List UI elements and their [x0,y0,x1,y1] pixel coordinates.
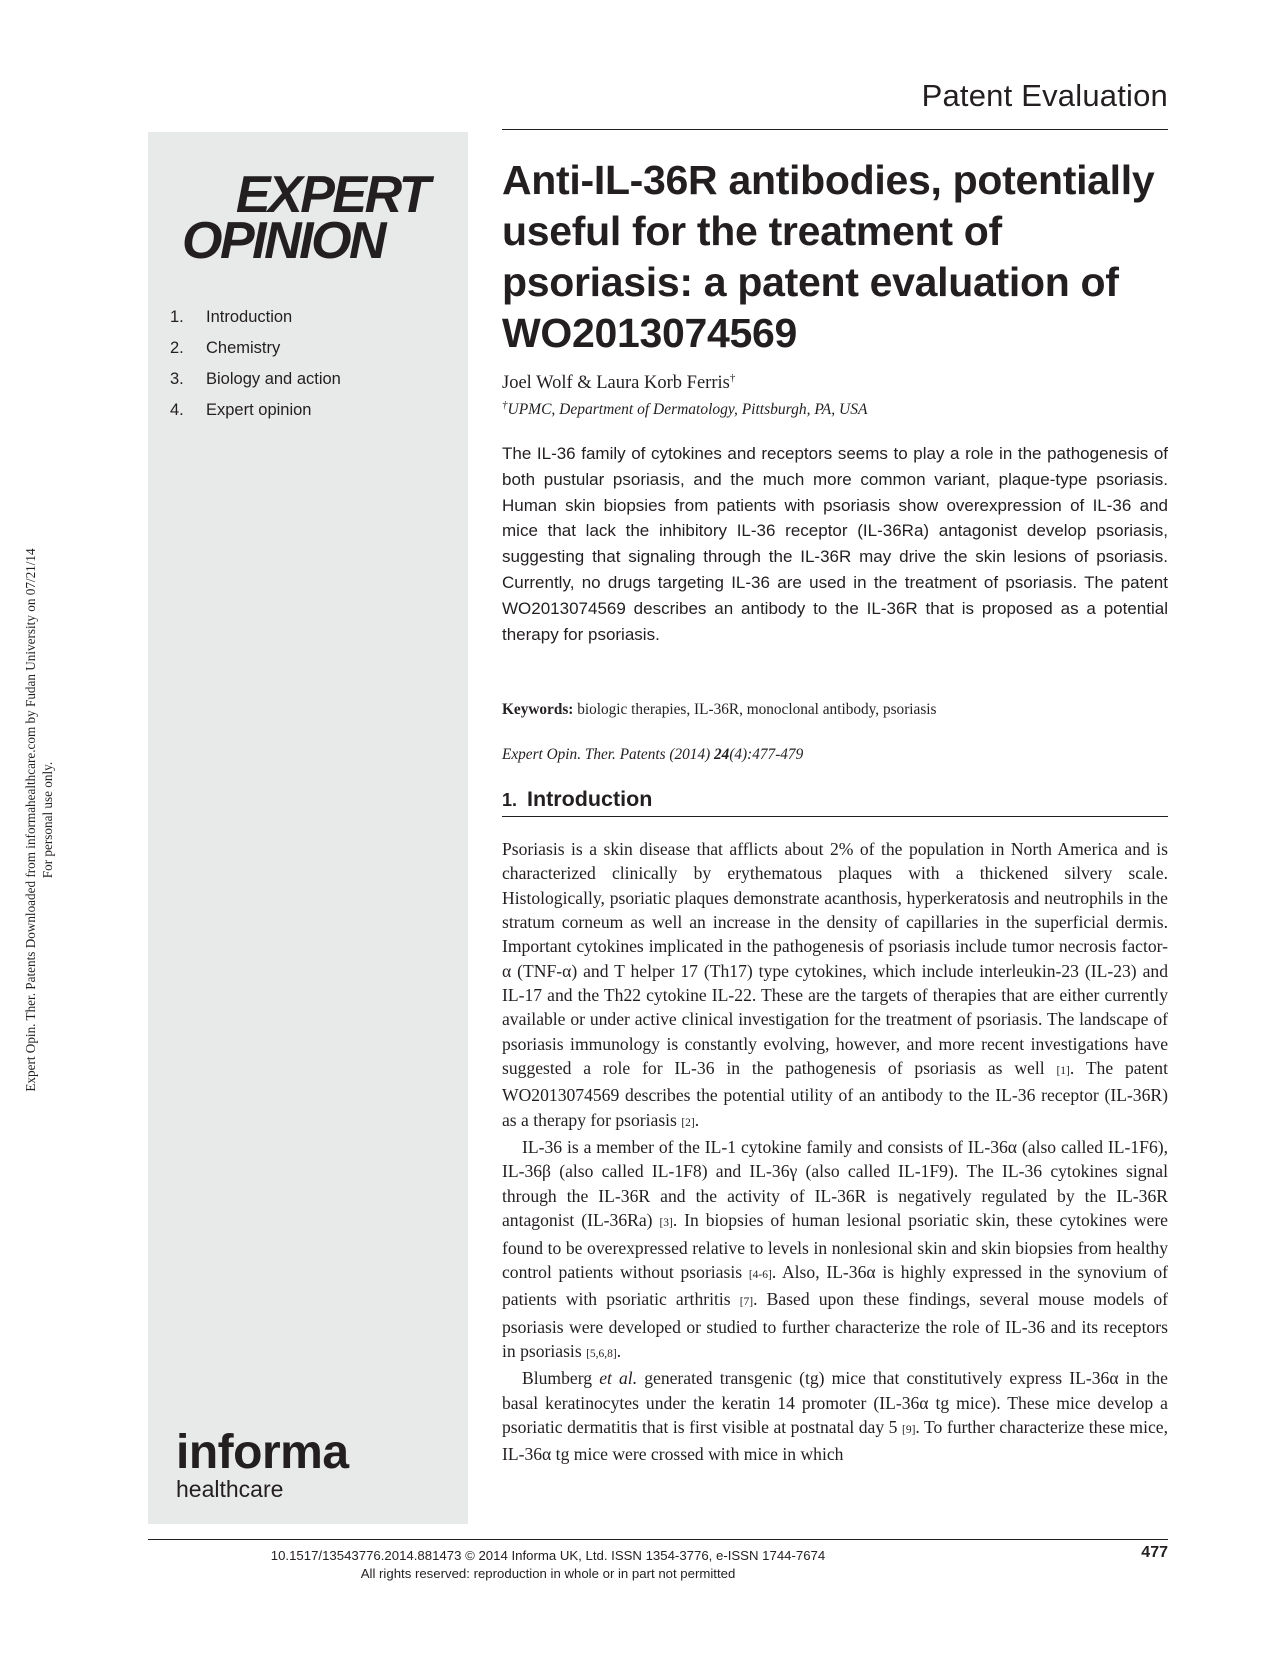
footer-rights-line: All rights reserved: reproduction in whole or in part not permitted [360,1566,736,1581]
body-paragraph-2 [502,1135,1168,1366]
reference-link[interactable]: [4-6] [748,1268,772,1281]
affiliation-text: UPMC, Department of Dermatology, Pittsburgh, PA, USA [507,401,868,418]
paragraph-text: Blumberg [522,1368,600,1389]
watermark-line-2: For personal use only. [40,761,55,879]
author-line [502,372,1168,394]
publisher-logo [176,1426,349,1502]
toc-item-number: 1. [170,308,184,326]
journal-citation [502,745,1168,765]
toc-item-number: 3. [170,370,184,388]
section-title: Introduction [527,787,653,811]
author-names: Joel Wolf & Laura Korb Ferris [502,373,730,393]
paragraph-text: . [694,1109,700,1130]
header-divider [502,129,1168,130]
article-title: Anti-IL-36R antibodies, potentially useful for the treatment of psoriasis: a patent evaluation of WO2013074569 [502,157,1155,356]
toc-item-label: Expert opinion [206,401,312,419]
affiliation-mark: † [502,398,508,411]
reference-link[interactable]: [2] [681,1116,695,1129]
section-type-label: Patent Evaluation [921,78,1168,113]
paragraph-text: . Also, IL-36α is highly expressed in the synovium of patients with psoriatic arthritis [502,1261,1168,1310]
paragraph-text: Psoriasis is a skin disease that afflicts about 2% of the population in North America and is characterized clinically by erythematous plaques with a thickened silvery scale. Histologically, psoriatic plaques demonstrate acanthosis, hyperkeratosis and neutrophils in the stratum corneum as well an increase in the density of capillaries in the superficial dermis. Important cytokines implicated in the pathogenesis of psoriasis include tumor necrosis factor-α (TNF-α) and T helper 17 (Th17) type cytokines, which include interleukin-23 (IL-23) and IL-17 and the Th22 cytokine IL-22. These are the targets of therapies that are either currently available or under active clinical investigation for the treatment of psoriasis. The landscape of psoriasis immunology is constantly evolving, however, and more recent investigations have suggested a role for IL-36 in the pathogenesis of psoriasis as well [502,839,1168,1079]
journal-logo [178,166,428,270]
citation-journal: Expert Opin. Ther. Patents (2014) [502,746,715,763]
paragraph-text: IL-36 is a member of the IL-1 cytokine family and consists of IL-36α (also called IL-1F6), IL-36β (also called IL-1F8) and IL-36γ (also called IL-1F9). The IL-36 cytokines signal through the IL-36R and the activity of IL-36R is negatively regulated by the IL-36R antagonist (IL-36Ra) [502,1137,1169,1231]
journal-logo-line-2: OPINION [182,212,385,270]
table-of-contents [170,302,341,426]
keywords-label: Keywords: [502,701,574,718]
paragraph-text: . In biopsies of human lesional psoriatic skin, these cytokines were found to be overexpressed relative to levels in nonlesional skin and skin biopsies from healthy control patients without psoriasis [502,1210,1168,1282]
reference-link[interactable]: [7] [739,1296,754,1309]
paragraph-text-italic: et al. [599,1368,638,1389]
publisher-logo-subtitle: healthcare [176,1476,284,1502]
reference-link[interactable]: [1] [1056,1065,1070,1078]
citation-pages: (4):477-479 [729,746,804,763]
publisher-logo-name: informa [176,1426,349,1479]
toc-item-chemistry[interactable] [170,333,341,364]
keywords-line [502,700,1168,720]
toc-item-biology-and-action[interactable] [170,364,341,395]
paragraph-text: generated transgenic (tg) mice that constitutively express IL-36α in the basal keratinocytes under the keratin 14 promoter (IL-36α tg mice). These mice develop a psoriatic dermatitis that is first visible at postnatal day 5 [502,1368,1168,1437]
toc-item-label: Biology and action [206,370,341,388]
reference-link[interactable]: [3] [659,1217,673,1230]
affiliation-line [502,400,1168,420]
article-body [502,837,1168,1467]
toc-item-label: Introduction [206,308,293,326]
journal-logo-line-1: EXPERT [235,166,428,224]
keywords-list: biologic therapies, IL-36R, monoclonal antibody, psoriasis [577,701,937,718]
footer-doi-line: 10.1517/13543776.2014.881473 © 2014 Informa UK, Ltd. ISSN 1354-3776, e-ISSN 1744-7674 [270,1548,826,1563]
sidebar-panel [148,132,468,1524]
paragraph-text: . To further characterize these mice, IL-36α tg mice were crossed with mice in which [502,1416,1168,1465]
body-paragraph-1 [502,837,1168,1135]
toc-item-label: Chemistry [206,339,281,357]
footer-divider [148,1539,1168,1540]
section-heading-introduction [502,785,1168,817]
abstract: The IL-36 family of cytokines and receptors seems to play a role in the pathogenesis of both pustular psoriasis, and the much more common variant, plaque-type psoriasis. Human skin biopsies from patients with psoriasis show overexpression of IL-36 and mice that lack the inhibitory IL-36 receptor (IL-36Ra) antagonist develop psoriasis, suggesting that signaling through the IL-36R may drive the skin lesions of psoriasis. Currently, no drugs targeting IL-36 are used in the treatment of psoriasis. The patent WO2013074569 describes an antibody to the IL-36R that is proposed as a potential therapy for psoriasis. [502,444,1168,644]
toc-item-introduction[interactable] [170,302,341,333]
toc-item-expert-opinion[interactable] [170,395,341,426]
page-number: 477 [1141,1544,1168,1561]
reference-link[interactable]: [5,6,8] [586,1347,617,1360]
body-paragraph-3 [502,1366,1168,1466]
author-affiliation-mark: † [729,371,736,384]
paragraph-text: . The patent WO2013074569 describes the potential utility of an antibody to the IL-36 receptor (IL-36R) as a therapy for psoriasis [502,1058,1168,1130]
download-watermark [22,470,56,1170]
watermark-line-1: Expert Opin. Ther. Patents Downloaded from informahealthcare.com by Fudan University on 07/21/14 [23,548,38,1092]
paragraph-text: . Based upon these findings, several mouse models of psoriasis were developed or studied to further characterize the role of IL-36 and its receptors in psoriasis [502,1289,1168,1361]
toc-item-number: 4. [170,401,184,419]
toc-item-number: 2. [170,339,184,357]
reference-link[interactable]: [9] [901,1423,916,1436]
citation-volume: 24 [714,746,730,763]
section-number: 1. [502,790,518,810]
paragraph-text: . [616,1340,622,1361]
